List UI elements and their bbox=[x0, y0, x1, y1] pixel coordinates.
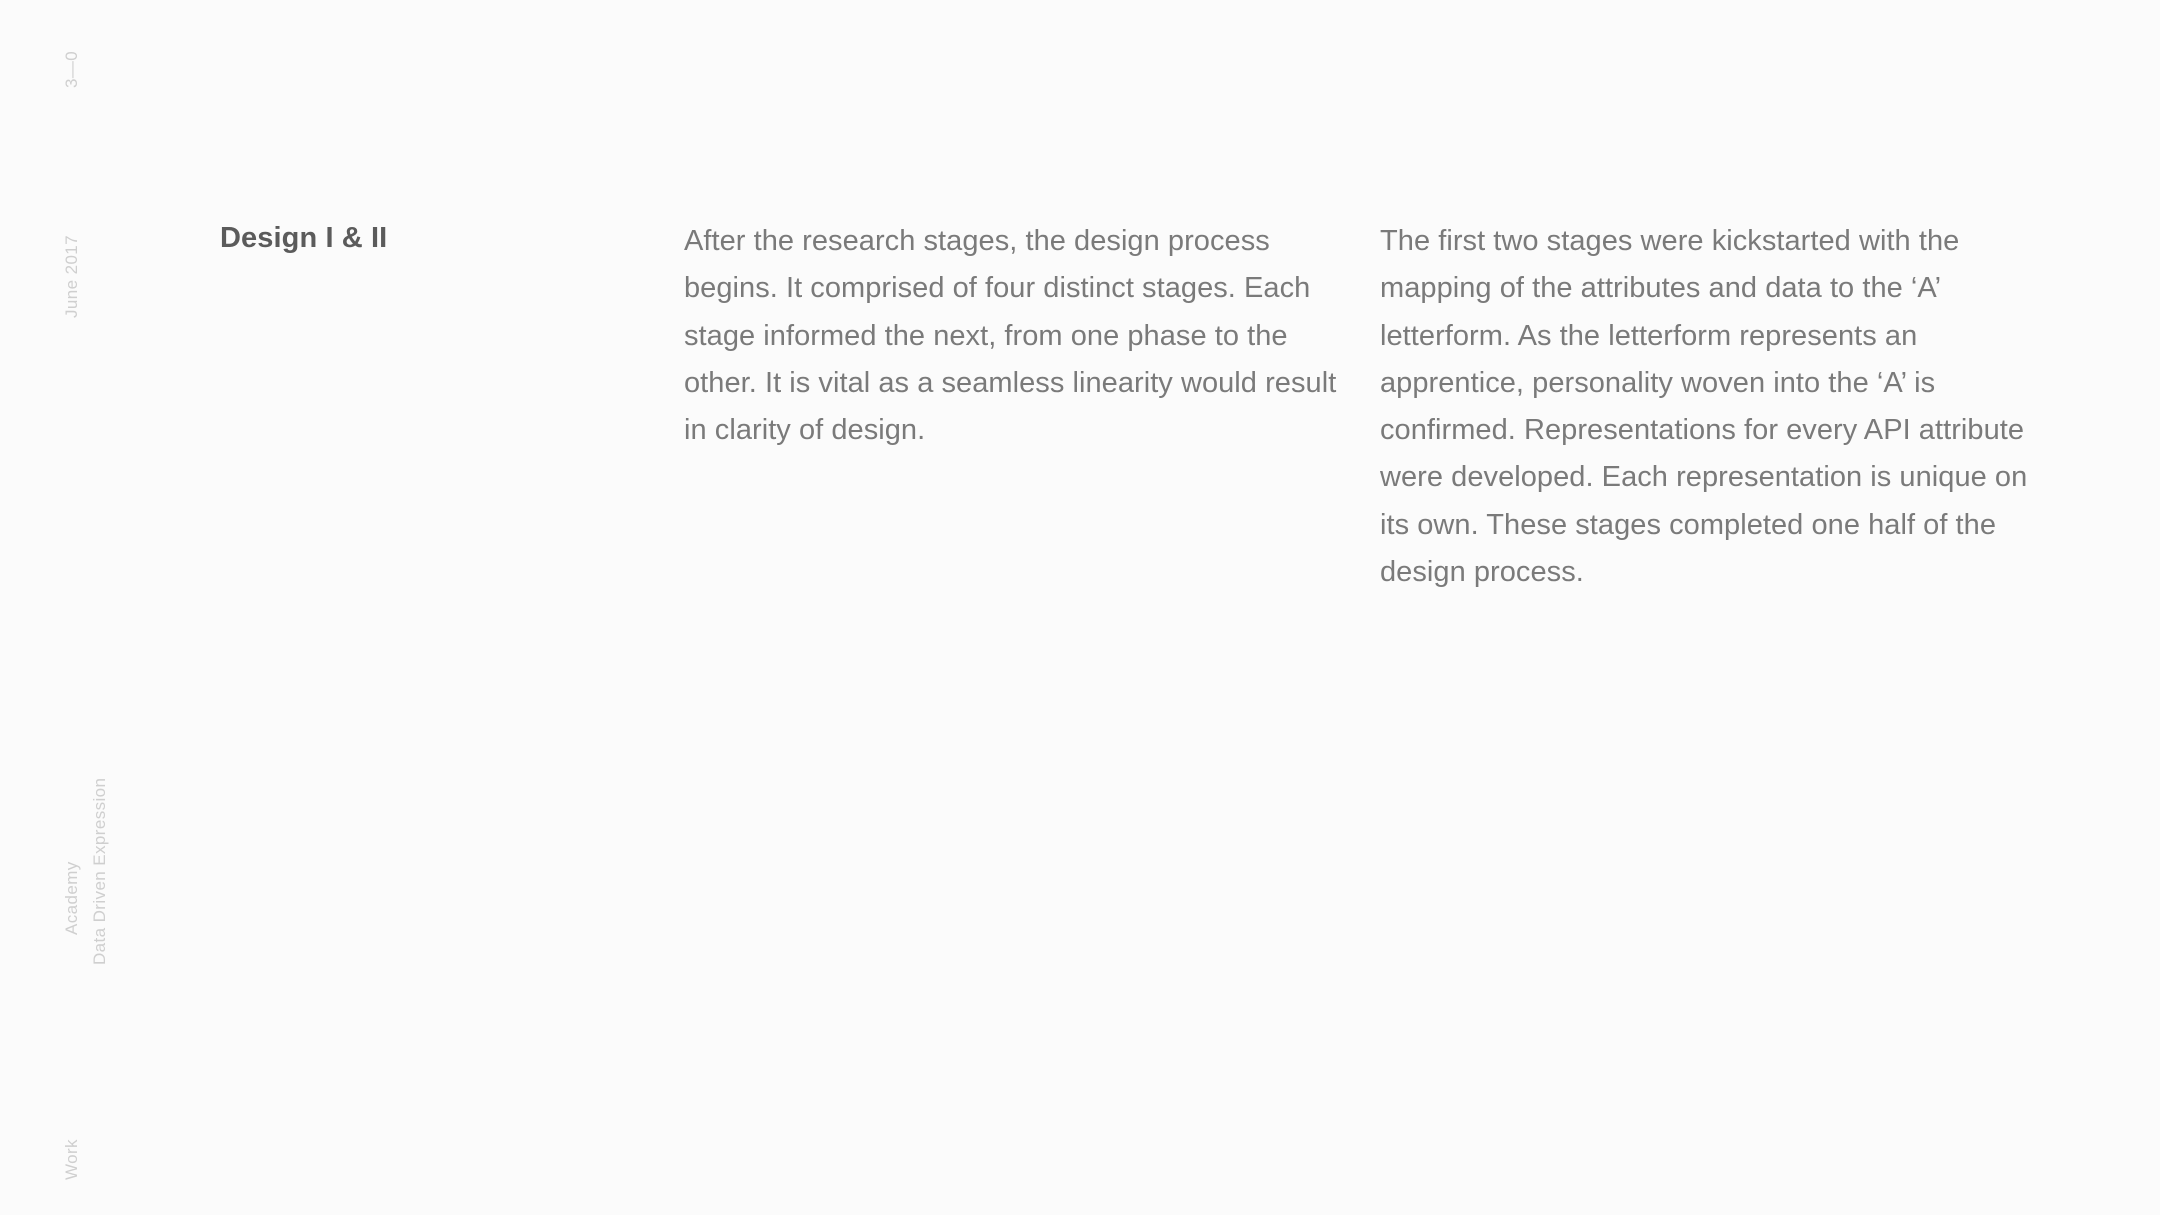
title-column bbox=[220, 218, 680, 258]
document-date-label: June 2017 bbox=[62, 234, 81, 318]
project-name-label: Data Driven Expression bbox=[90, 777, 109, 965]
content-area bbox=[0, 218, 2160, 638]
section-label: Work bbox=[62, 1139, 81, 1180]
body-column-2 bbox=[1380, 218, 2052, 596]
page-title: Design I & II bbox=[220, 222, 388, 254]
body-paragraph-1: After the research stages, the design process begins. It comprised of four distinct stages. Each stage informed the next, from one phase to the other. It is vital as a seamless linearity would result in clarity of design. bbox=[684, 225, 1337, 447]
body-column-1 bbox=[684, 218, 1356, 454]
body-paragraph-2: The first two stages were kickstarted with the mapping of the attributes and data to the ‘A’ letterform. As the letterform represents an apprentice, personality woven into the ‘A’ is confirmed. Representations for every API attribute were developed. Each representation is unique on its own. These stages completed one half of the design process. bbox=[1380, 225, 2028, 588]
category-label: Academy bbox=[62, 861, 81, 935]
page-number-label: 3—0 bbox=[62, 50, 81, 88]
